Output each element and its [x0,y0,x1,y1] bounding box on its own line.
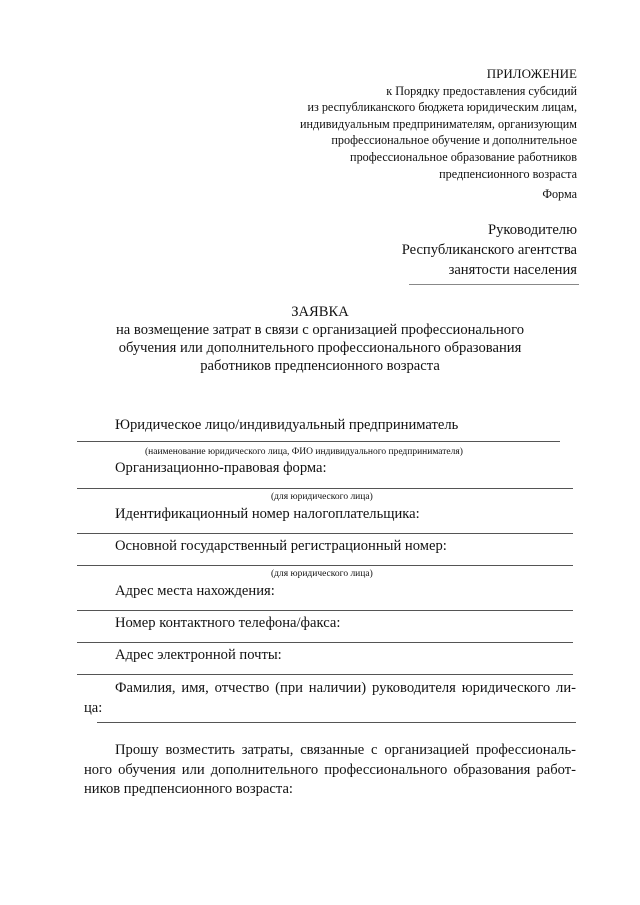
phone-label: Номер контактного телефона/факса: [115,615,341,631]
appendix-title: ПРИЛОЖЕНИЕ [486,66,577,81]
address-label: Адрес места нахождения: [115,583,275,599]
ogrn-note: (для юридического лица) [271,569,373,579]
legal-form-note: (для юридического лица) [271,492,373,502]
email-input-line[interactable] [77,674,573,675]
ogrn-label: Основной государственный регистрационный номер: [115,538,447,554]
appendix-block [217,66,577,182]
legal-form-input-line[interactable] [77,488,573,489]
form-label: Форма [542,187,577,201]
entity-label: Юридическое лицо/индивидуальный предприниматель [115,417,459,433]
appendix-line: к Порядку предоставления субсидий [386,83,577,98]
addressee-line: Республиканского агентства [401,242,577,258]
appendix-line: предпенсионного возраста [439,166,577,181]
appendix-line: профессиональное обучение и дополнительное [331,133,577,148]
phone-input-line[interactable] [77,642,573,643]
entity-input-line[interactable] [77,441,560,442]
document-title [90,303,550,375]
addressee-signature-line [409,284,579,285]
legal-form-label: Организационно-правовая форма: [115,460,327,476]
email-label: Адрес электронной почты: [115,647,282,663]
appendix-line: профессиональное образование работников [350,149,577,164]
head-name-input-line[interactable] [97,722,576,723]
title-line: обучения или дополнительного профессионального образования [118,340,522,356]
appendix-line: из республиканского бюджета юридическим лицам, [307,100,577,115]
address-input-line[interactable] [77,610,573,611]
inn-input-line[interactable] [77,533,573,534]
appendix-line: индивидуальным предпринимателям, организующим [299,116,577,131]
title-heading: ЗАЯВКА [291,304,349,320]
ogrn-input-line[interactable] [77,565,573,566]
addressee-block [277,220,577,280]
title-line: на возмещение затрат в связи с организацией профессионального [116,322,524,338]
title-line: работников предпенсионного возраста [200,358,440,374]
request-paragraph: Прошу возместить затраты, связанные с организацией профессиональ-ного обучения или дополнительного профессионального образования работ-ников предпенсионного возраста: [84,742,576,797]
addressee-line: Руководителю [487,222,577,238]
entity-note: (наименование юридического лица, ФИО индивидуального предпринимателя) [145,447,463,457]
inn-label: Идентификационный номер налогоплательщика: [115,506,420,522]
addressee-line: занятости населения [448,262,577,278]
head-name-label: Фамилия, имя, отчество (при наличии) руководителя юридического ли-ца: [84,680,576,716]
